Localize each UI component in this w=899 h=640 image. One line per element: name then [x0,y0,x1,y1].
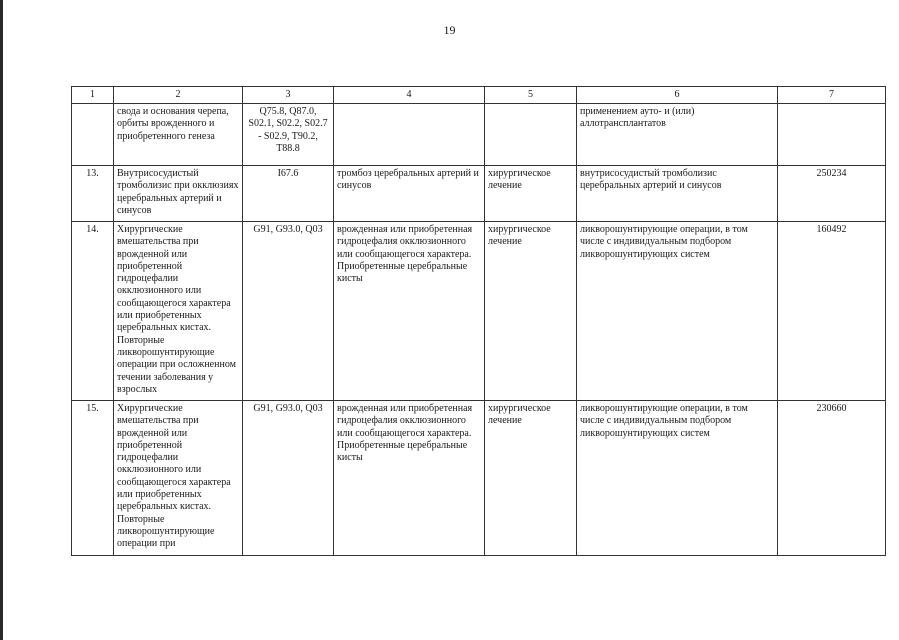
table-row [72,222,886,401]
row-number-cell: 13. [72,166,114,222]
patient-model-cell: врожденная или приобретенная гидроцефалия окклюзионного или сообщающегося характера. Приобретенные церебральные кисты [334,401,485,556]
row-number-cell: 15. [72,401,114,556]
treatment-method-cell: применением ауто- и (или) аллотрансплантатов [577,104,778,166]
column-header: 1 [72,87,114,104]
icd-codes-cell: G91, G93.0, Q03 [243,401,334,556]
icd-codes-cell: G91, G93.0, Q03 [243,222,334,401]
intervention-name-cell: свода и основания черепа, орбиты врожденного и приобретенного генеза [114,104,243,166]
treatment-type-cell [485,104,577,166]
column-header: 6 [577,87,778,104]
table-header-row [72,87,886,104]
column-header: 4 [334,87,485,104]
cost-cell: 250234 [778,166,886,222]
row-number-cell [72,104,114,166]
procedures-table [71,86,886,556]
column-header: 2 [114,87,243,104]
treatment-method-cell: ликворошунтирующие операции, в том числе с индивидуальным подбором ликворошунтирующих систем [577,401,778,556]
cost-cell: 160492 [778,222,886,401]
cost-cell: 230660 [778,401,886,556]
row-number-cell: 14. [72,222,114,401]
treatment-type-cell: хирургическое лечение [485,401,577,556]
page-number: 19 [443,23,456,37]
treatment-type-cell: хирургическое лечение [485,166,577,222]
treatment-type-cell: хирургическое лечение [485,222,577,401]
table-row [72,104,886,166]
patient-model-cell: тромбоз церебральных артерий и синусов [334,166,485,222]
icd-codes-cell: Q75.8, Q87.0, S02.1, S02.2, S02.7 - S02.9, T90.2, T88.8 [243,104,334,166]
treatment-method-cell: ликворошунтирующие операции, в том числе с индивидуальным подбором ликворошунтирующих систем [577,222,778,401]
column-header: 3 [243,87,334,104]
table-row [72,401,886,556]
patient-model-cell: врожденная или приобретенная гидроцефалия окклюзионного или сообщающегося характера. Приобретенные церебральные кисты [334,222,485,401]
icd-codes-cell: I67.6 [243,166,334,222]
column-header: 5 [485,87,577,104]
intervention-name-cell: Хирургические вмешательства при врожденной или приобретенной гидроцефалии окклюзионного или сообщающегося характера или приобретенных церебральных кистах. Повторные ликворошунтирующие операции при осложненном течении заболевания у взрослых [114,222,243,401]
column-header: 7 [778,87,886,104]
cost-cell [778,104,886,166]
table-row [72,166,886,222]
patient-model-cell [334,104,485,166]
intervention-name-cell: Хирургические вмешательства при врожденной или приобретенной гидроцефалии окклюзионного или сообщающегося характера или приобретенных церебральных кистах. Повторные ликворошунтирующие операции при [114,401,243,556]
scan-left-edge [0,0,3,640]
intervention-name-cell: Внутрисосудистый тромболизис при окклюзиях церебральных артерий и синусов [114,166,243,222]
treatment-method-cell: внутрисосудистый тромболизис церебральных артерий и синусов [577,166,778,222]
